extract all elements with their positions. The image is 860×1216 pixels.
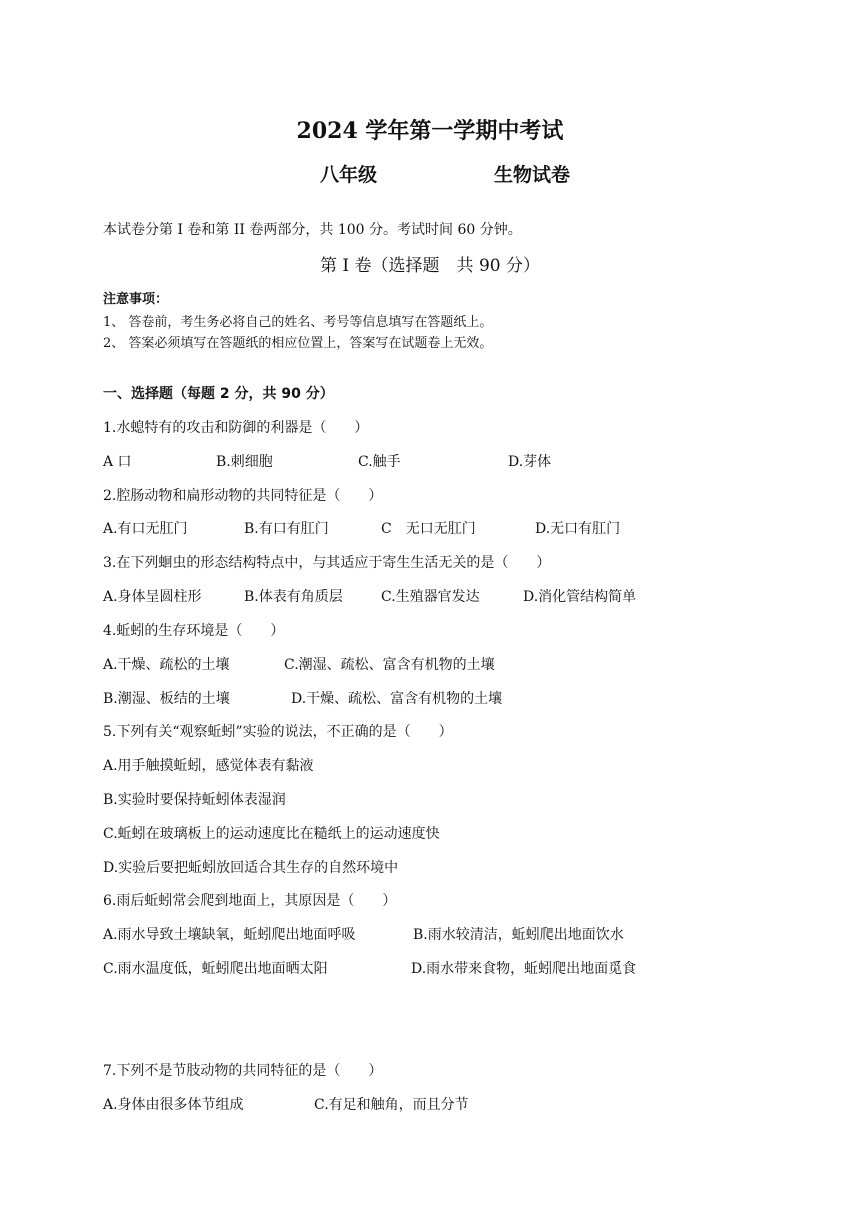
- question-option: D.雨水带来食物，蚯蚓爬出地面觅食: [411, 961, 637, 977]
- question-option: C 无口无肛门: [381, 521, 476, 537]
- question-option: C.生殖器官发达: [381, 589, 480, 605]
- question-option: A.干燥、疏松的土壤: [103, 657, 230, 673]
- question-option: C.有足和触角，而且分节: [314, 1097, 469, 1113]
- question-option: C.雨水温度低，蚯蚓爬出地面晒太阳: [103, 961, 328, 977]
- note-item: 1、 答卷前，考生务必将自己的姓名、考号等信息填写在答题纸上。: [103, 315, 493, 330]
- note-item: 2、 答案必须填写在答题纸的相应位置上，答案写在试题卷上无效。: [103, 336, 493, 351]
- exam-intro: 本试卷分第 I 卷和第 II 卷两部分，共 100 分。考试时间 60 分钟。: [103, 222, 522, 238]
- question-option: A.身体由很多体节组成: [103, 1097, 244, 1113]
- section-title: 第 I 卷（选择题 共 90 分）: [320, 256, 540, 276]
- question-option: B.体表有角质层: [244, 589, 343, 605]
- question-option: D.消化管结构简单: [523, 589, 637, 605]
- grade-label: 八年级: [320, 164, 378, 186]
- question-stem: 3.在下列蛔虫的形态结构特点中，与其适应于寄生生活无关的是（ ）: [103, 555, 551, 571]
- question-option: B.刺细胞: [216, 454, 273, 470]
- question-option: B.潮湿、板结的土壤: [103, 691, 230, 707]
- question-stem: 2.腔肠动物和扁形动物的共同特征是（ ）: [103, 488, 383, 504]
- question-stem: 5.下列有关“观察蚯蚓”实验的说法，不正确的是（ ）: [103, 724, 453, 740]
- question-option: D.芽体: [508, 454, 552, 470]
- question-option: D.实验后要把蚯蚓放回适合其生存的自然环境中: [103, 860, 399, 876]
- question-option: A.有口无肛门: [103, 521, 188, 537]
- question-option: C.潮湿、疏松、富含有机物的土壤: [284, 657, 495, 673]
- question-option: C.触手: [358, 454, 401, 470]
- question-option: A.身体呈圆柱形: [103, 589, 202, 605]
- exam-title: 2024 学年第一学期中考试: [296, 118, 564, 144]
- subject-label: 生物试卷: [494, 164, 571, 186]
- question-stem: 6.雨后蚯蚓常会爬到地面上，其原因是（ ）: [103, 893, 397, 909]
- question-stem: 4.蚯蚓的生存环境是（ ）: [103, 623, 285, 639]
- question-option: C.蚯蚓在玻璃板上的运动速度比在糙纸上的运动速度快: [103, 826, 440, 842]
- question-option: B.雨水较清洁，蚯蚓爬出地面饮水: [413, 927, 624, 943]
- question-option: A 口: [103, 454, 132, 470]
- notes-heading: 注意事项：: [103, 292, 169, 307]
- question-stem: 1.水螅特有的攻击和防御的利器是（ ）: [103, 420, 369, 436]
- question-option: D.无口有肛门: [535, 521, 621, 537]
- part-heading: 一、选择题（每题 2 分，共 90 分）: [103, 386, 334, 402]
- question-option: A.用手触摸蚯蚓，感觉体表有黏液: [103, 758, 314, 774]
- question-option: B.有口有肛门: [244, 521, 329, 537]
- question-option: D.干燥、疏松、富含有机物的土壤: [291, 691, 503, 707]
- question-stem: 7.下列不是节肢动物的共同特征的是（ ）: [103, 1063, 383, 1079]
- question-option: B.实验时要保持蚯蚓体表湿润: [103, 792, 286, 808]
- question-option: A.雨水导致土壤缺氧，蚯蚓爬出地面呼吸: [103, 927, 356, 943]
